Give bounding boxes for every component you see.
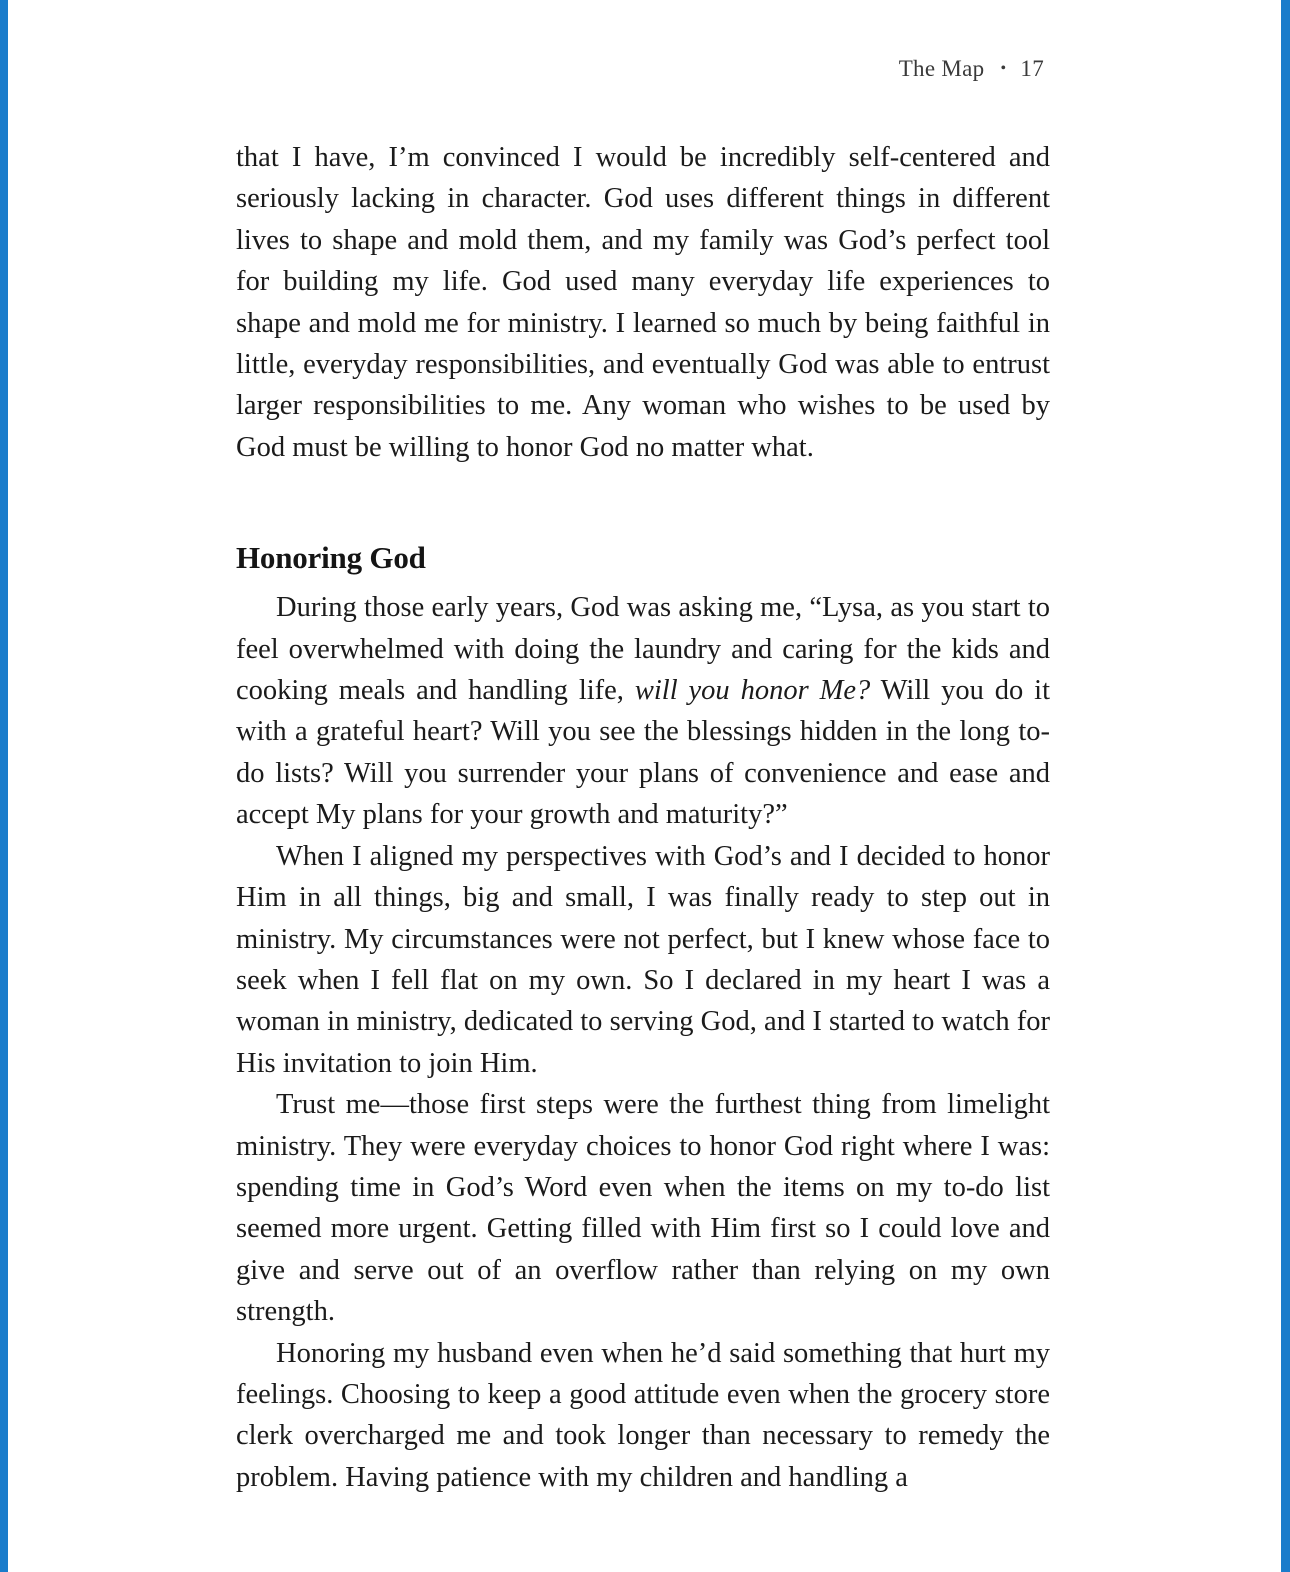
paragraph-2-italic: will you honor Me? [634, 675, 871, 707]
paragraph-3: When I aligned my perspectives with God’s and I decided to honor Him in all things, big and small, I was finally ready to step out in ministry. My circumstances were not perfect, but I knew whose face to seek when I fell flat on my own. So I declared in my heart I was a woman in ministry, dedicated to serving God, and I started to watch for His invitation to join Him. [236, 840, 1050, 1079]
book-page [8, 0, 1281, 1572]
paragraph-2-text-a: During those early years, God was asking me, “Lysa, as you start to feel overwhelmed with doing the laundry and caring for the kids and cooking meals and handling life, [236, 592, 1050, 707]
paragraph-1: that I have, I’m convinced I would be incredibly self-centered and seriously lacking in character. God uses different things in different lives to shape and mold them, and my family was God’s perfect tool for building my life. God used many everyday life experiences to shape and mold me for ministry. I learned so much by being faithful in little, everyday responsibilities, and eventually God was able to entrust larger responsibilities to me. Any woman who wishes to be used by God must be willing to honor God no matter what. [236, 142, 1050, 463]
paragraph-5: Honoring my husband even when he’d said something that hurt my feelings. Choosing to keep a good attitude even when the grocery store clerk overcharged me and took longer than necessary to remedy the problem. Having patience with my children and handling a [236, 1337, 1050, 1493]
paragraph-2 [236, 587, 1050, 835]
paragraph-2-text-b: Will you do it with a grateful heart? Will you see the blessings hidden in the long to-do lists? Will you surrender your plans of convenience and ease and accept My plans for your growth and maturity?” [236, 675, 1050, 831]
section-heading: Honoring God [236, 540, 426, 576]
paragraph-4: Trust me—those first steps were the furthest thing from limelight ministry. They were everyday choices to honor God right where I was: spending time in God’s Word even when the items on my to-do list seemed more urgent. Getting filled with Him first so I could love and give and serve out of an overflow rather than relying on my own strength. [236, 1089, 1050, 1328]
page-number: 17 [1020, 56, 1044, 81]
running-header [899, 56, 1044, 82]
body-text [236, 137, 1050, 1498]
section-title: The Map [898, 56, 985, 81]
header-separator: • [1000, 60, 1007, 77]
